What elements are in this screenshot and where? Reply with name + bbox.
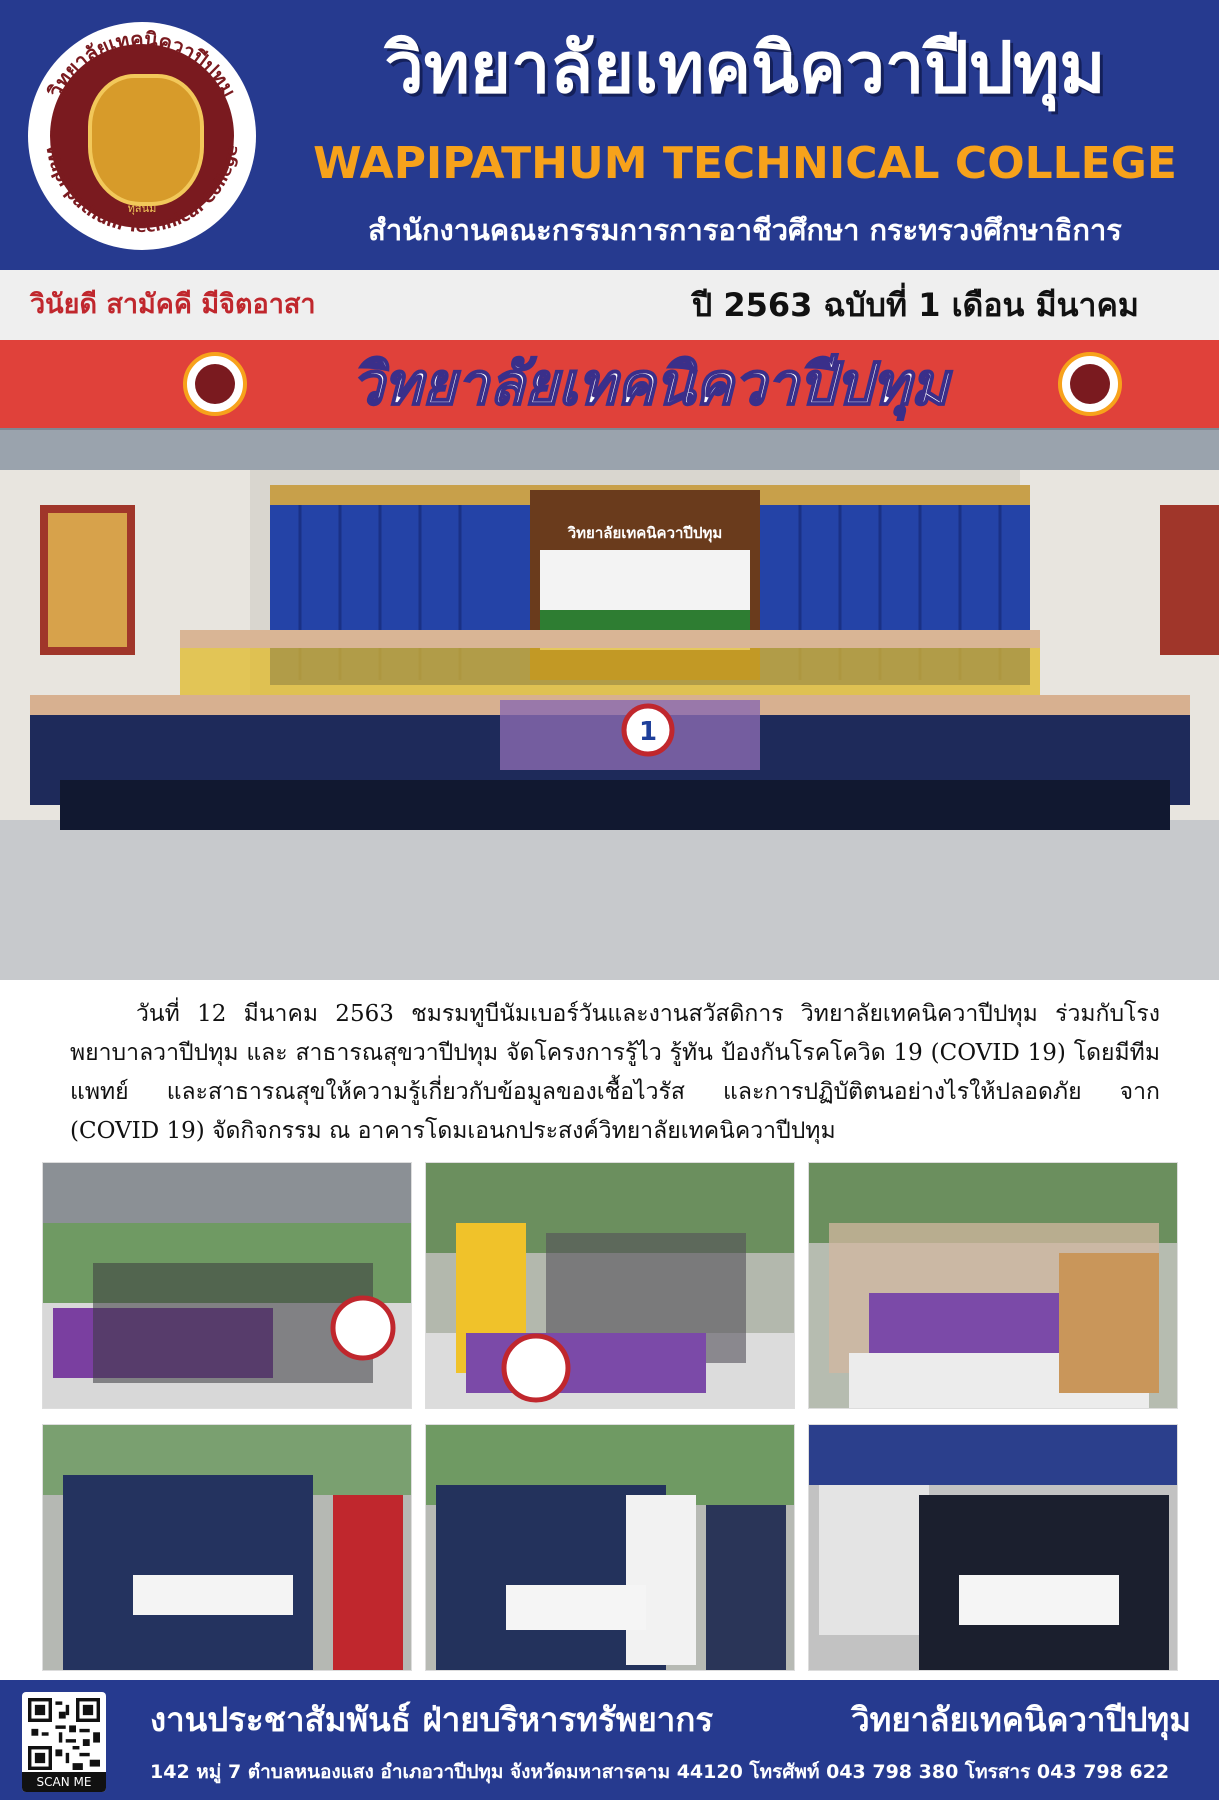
contact-address: 142 หมู่ 7 ตำบลหนองแสง อำเภอวาปีปทุม จังหวัดมหาสารคาม 44120 โทรศัพท์ 043 798 380 โทรสาร 043 798 622 (150, 1761, 1170, 1783)
footer (0, 1680, 1219, 1800)
hero-group-photo (0, 340, 1219, 980)
svg-text:1: 1 (638, 717, 658, 747)
college-logo (28, 22, 256, 250)
header (0, 0, 1219, 270)
logo-text-top: วิทยาลัยเทคนิควาปีปทุม (42, 26, 241, 102)
motto: วินัยดี สามัคคี มีจิตอาสา (30, 289, 316, 320)
svg-text:วิทยาลัยเทคนิควาปีปทุม (43, 27, 241, 102)
article-text: วันที่ 12 มีนาคม 2563 ชมรมทูบีนัมเบอร์วันและงานสวัสดิการ วิทยาลัยเทคนิควาปีปทุม ร่วมกับโรงพยาบาลวาปีปทุม และ สาธารณสุขวาปีปทุม จัดโครงการรู้ไว รู้ทัน ป้องกันโรคโควิด 19 (COVID 19) โดยมีทีมแพทย์ และสาธารณสุขให้ความรู้เกี่ยวกับข้อมูลของเชื้อไวรัส และการปฏิบัติตนอย่างไรให้ปลอดภัย จาก (COVID 19) จัดกิจกรรม ณ อาคารโดมเอนกประสงค์วิทยาลัยเทคนิควาปีปทุม (70, 1001, 1160, 1144)
article-paragraph (70, 995, 1160, 1151)
issue-strip (0, 270, 1219, 340)
photo-activity-4 (42, 1424, 412, 1671)
banner-text: วิทยาลัยเทคนิควาปีปทุม (351, 350, 949, 418)
stage-board-title: วิทยาลัยเทคนิควาปีปทุม (567, 524, 723, 542)
college-title-thai: วิทยาลัยเทคนิควาปีปทุม (384, 27, 1106, 109)
qr-label: SCAN ME (22, 1772, 106, 1792)
logo-text-center: ทุสนิม (127, 202, 157, 215)
photo-activity-2 (425, 1162, 795, 1409)
royal-portrait-right (1160, 505, 1219, 655)
qr-code[interactable] (22, 1692, 106, 1792)
svg-text:Wapi pathum Technical College (42, 143, 241, 236)
organization-name: สำนักงานคณะกรรมการการอาชีวศึกษา กระทรวงศึกษาธิการ (368, 213, 1122, 247)
photo-activity-3 (808, 1162, 1178, 1409)
photo-activity-1 (42, 1162, 412, 1409)
issue-info: ปี 2563 ฉบับที่ 1 เดือน มีนาคม (691, 286, 1139, 324)
footer-college-name: วิทยาลัยเทคนิควาปีปทุม (851, 1700, 1191, 1739)
department-name: งานประชาสัมพันธ์ ฝ่ายบริหารทรัพยากร (150, 1700, 714, 1739)
logo-text-bottom: Wapi pathum Technical College (42, 143, 242, 237)
college-title-english: WAPIPATHUM TECHNICAL COLLEGE (313, 138, 1177, 189)
photo-activity-5 (425, 1424, 795, 1671)
group-students-row (30, 695, 1190, 830)
photo-activity-6 (808, 1424, 1178, 1671)
qr-code-icon (28, 1698, 100, 1770)
